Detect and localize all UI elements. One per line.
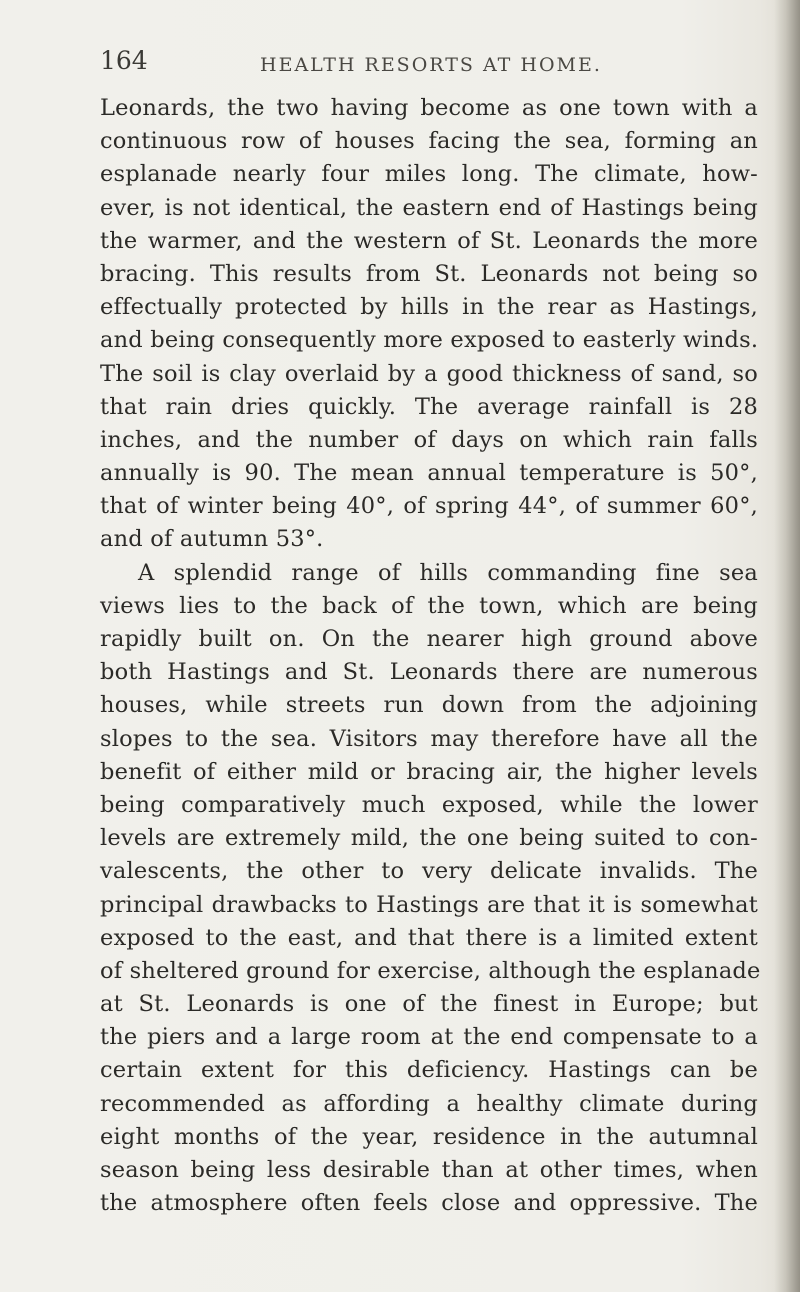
page-edge-shadow <box>774 0 800 1292</box>
text-line: bracing. This results from St. Leonards not being so <box>100 260 758 287</box>
text-line: recommended as affording a healthy climate during <box>100 1090 758 1117</box>
text-line: that of winter being 40°, of spring 44°, of summer 60°, <box>100 493 758 520</box>
text-line: effectually protected by hills in the rear as Hastings, <box>100 294 758 321</box>
text-line: principal drawbacks to Hastings are that it is somewhat <box>100 891 758 918</box>
text-line: continuous row of houses facing the sea, forming an <box>100 128 758 155</box>
text-line: the piers and a large room at the end compensate to a <box>100 1024 758 1051</box>
text-line: at St. Leonards is one of the finest in Europe; but <box>100 991 758 1018</box>
body-text <box>100 92 761 1220</box>
text-line: ever, is not identical, the eastern end of Hastings being <box>100 194 758 221</box>
text-line: esplanade nearly four miles long. The climate, how- <box>100 161 758 188</box>
text-line: exposed to the east, and that there is a limited extent <box>100 924 758 951</box>
text-line: the warmer, and the western of St. Leonards the more <box>100 227 758 254</box>
text-line: and being consequently more exposed to easterly winds. <box>100 327 759 354</box>
text-line: views lies to the back of the town, which are being <box>100 592 758 619</box>
text-line: inches, and the number of days on which rain falls <box>100 426 758 453</box>
text-line: Leonards, the two having become as one town with a <box>100 95 758 121</box>
text-line: benefit of either mild or bracing air, the higher levels <box>100 758 758 785</box>
text-line: being comparatively much exposed, while the lower <box>100 791 758 818</box>
text-line: The soil is clay overlaid by a good thickness of sand, so <box>100 360 758 387</box>
text-line: the atmosphere often feels close and oppressive. The <box>100 1190 758 1217</box>
text-line: annually is 90. The mean annual temperature is 50°, <box>100 460 758 487</box>
page-header <box>100 46 740 86</box>
text-line: valescents, the other to very delicate invalids. The <box>100 858 758 885</box>
text-line: rapidly built on. On the nearer high ground above <box>100 626 758 652</box>
text-line: both Hastings and St. Leonards there are numerous <box>100 659 758 686</box>
text-line: A splendid range of hills commanding fine sea <box>138 559 758 586</box>
text-line: that rain dries quickly. The average rainfall is 28 <box>100 393 758 420</box>
text-line: slopes to the sea. Visitors may therefore have all the <box>100 725 758 752</box>
text-line: houses, while streets run down from the adjoining <box>100 692 758 719</box>
text-line: levels are extremely mild, the one being suited to con- <box>100 825 758 852</box>
page-number: 164 <box>100 46 148 75</box>
running-head: HEALTH RESORTS AT HOME. <box>260 54 602 76</box>
text-line: season being less desirable than at other times, when <box>100 1157 758 1183</box>
text-line: and of autumn 53°. <box>100 526 324 553</box>
text-line: of sheltered ground for exercise, although the esplanade <box>100 957 761 984</box>
text-line: certain extent for this deficiency. Hastings can be <box>100 1057 758 1084</box>
text-line: eight months of the year, residence in the autumnal <box>100 1123 758 1150</box>
